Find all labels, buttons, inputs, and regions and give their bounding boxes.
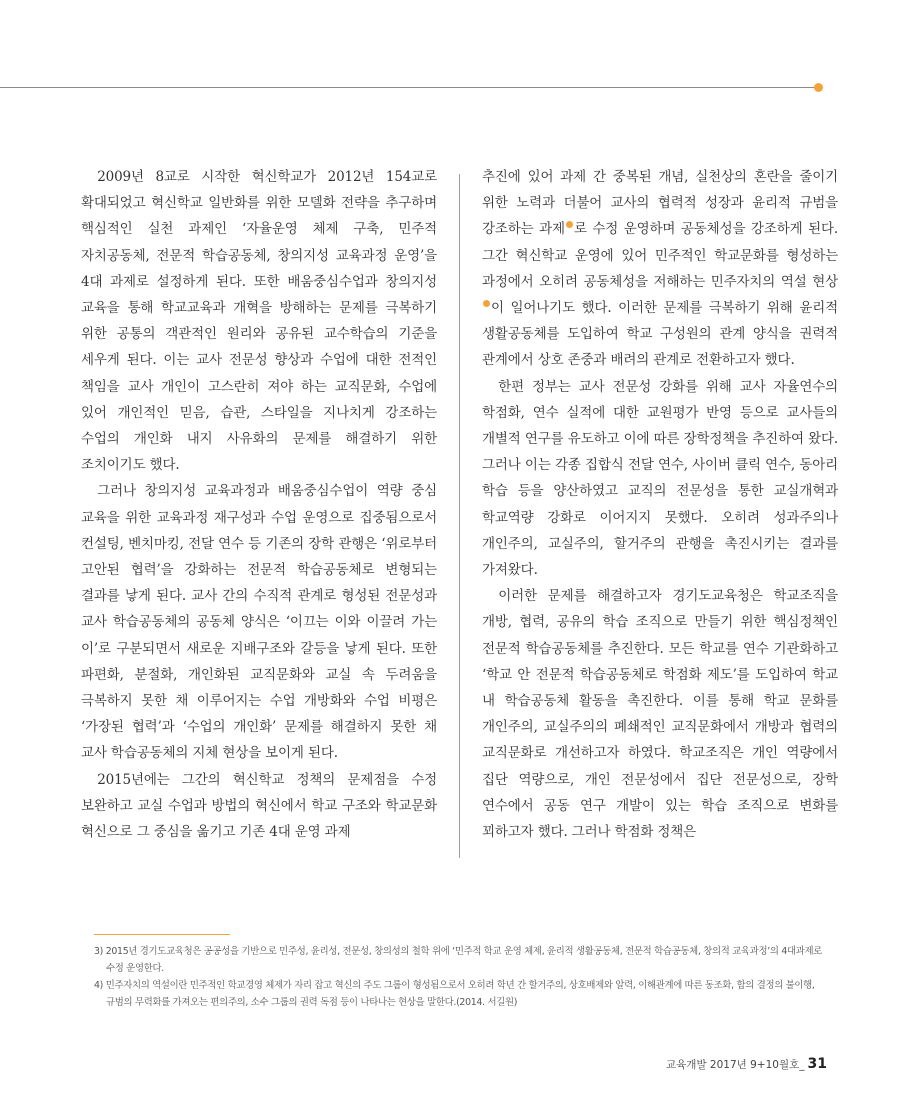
header-rule <box>0 87 817 88</box>
footnote-3: 3) 2015년 경기도교육청은 공공성을 기반으로 민주성, 윤리성, 전문성, 창의성의 철학 위에 ‘민주적 학교 운영 체제, 윤리적 생활공동체, 전문적 학습공동체, 창의적 교육과정’의 4대과제로 수정 운영한다. <box>94 946 823 974</box>
body-column-right <box>482 164 838 845</box>
publication-label: 교육개발 2017년 9+10월호_ <box>666 1059 805 1071</box>
text-run: 로 수정 운영하며 공동체성을 강조하게 된다. 그간 혁신학교 운영에 있어 민주적인 학교문화를 형성하는 과정에서 오히려 공동체성을 저해하는 민주자치의 역설 현상 <box>482 221 838 290</box>
footnotes <box>94 944 824 1012</box>
footnote-marker-icon <box>483 300 490 307</box>
column-divider <box>459 174 460 858</box>
page-number: 31 <box>807 1056 827 1072</box>
footnote-marker-icon <box>566 221 573 228</box>
paragraph: 이러한 문제를 해결하고자 경기도교육청은 학교조직을 개방, 협력, 공유의 학습 조직으로 만들기 위한 핵심정책인 전문적 학습공동체를 추진한다. 모든 학교를 연수 기관화하고 ‘학교 안 전문적 학습공동체로 학점화 제도’를 도입하여 학교 내 학습공동체 활동을 촉진한다. 이를 통해 학교 문화를 개인주의, 교실주의의 폐쇄적인 교직문화에서 개방과 협력의 교직문화로 개선하고자 하였다. 학교조직은 개인 역량에서 집단 역량으로, 개인 전문성에서 집단 전문성으로, 장학 연수에서 공동 연구 개발이 있는 학습 조직으로 변화를 꾀하고자 했다. 그러나 학점화 정책은 <box>482 588 838 841</box>
header-accent-dot <box>814 83 823 92</box>
page-footer <box>666 1056 827 1072</box>
paragraph-continued <box>482 164 838 374</box>
body-column-left <box>81 164 437 845</box>
paragraph: 그러나 창의지성 교육과정과 배움중심수업이 역량 중심 교육을 위한 교육과정 재구성과 수업 운영으로 집중됨으로서 컨설팅, 벤치마킹, 전달 연수 등 기존의 장학 관행은 ‘위로부터 고안된 협력’을 강화하는 전문적 학습공동체로 변형되는 결과를 낳게 된다. 교사 간의 수직적 관계로 형성된 전문성과 교사 학습공동체의 공동체 양식은 ‘이끄는 이와 이끌려 가는 이’로 구분되면서 새로운 지배구조와 갈등을 낳게 된다. 또한 파편화, 분절화, 개인화된 교직문화와 교실 속 두려움을 극복하지 못한 채 이루어지는 수업 개방화와 수업 비평은 ‘가장된 협력’과 ‘수업의 개인화’ 문제를 해결하지 못한 채 교사 학습공동체의 지체 현상을 보이게 된다. <box>81 483 437 762</box>
paragraph: 2015년에는 그간의 혁신학교 정책의 문제점을 수정 보완하고 교실 수업과 방법의 혁신에서 학교 구조와 학교문화 혁신으로 그 중심을 옮기고 기존 4대 운영 과제 <box>81 771 437 841</box>
text-run: 추진에 있어 과제 간 중복된 개념, 실천상의 혼란을 줄이기 위한 노력과 더불어 교사의 협력적 성장과 윤리적 규범을 강조하는 과제 <box>482 169 838 238</box>
footnote-4: 4) 민주자치의 역설이란 민주적인 학교경영 체제가 자리 잡고 혁신의 주도 그룹이 형성됨으로서 오히려 학년 간 할거주의, 상호배제와 알력, 이해관계에 따른 동조화, 합의 결정의 불이행, 규범의 무력화를 가져오는 편의주의, 소수 그룹의 권력 독점 등이 나타나는 현상을 말한다.(2014. 서길원) <box>94 980 815 1008</box>
footnote-rule <box>94 934 230 935</box>
paragraph: 한편 정부는 교사 전문성 강화를 위해 교사 자율연수의 학점화, 연수 실적에 대한 교원평가 반영 등으로 교사들의 개별적 연구를 유도하고 이에 따른 장학정책을 추진하여 왔다. 그러나 이는 각종 집합식 전달 연수, 사이버 클릭 연수, 동아리 학습 등을 양산하였고 교직의 전문성을 통한 교실개혁과 학교역량 강화로 이어지지 못했다. 오히려 성과주의나 개인주의, 교실주의, 할거주의 관행을 촉진시키는 결과를 가져왔다. <box>482 378 838 579</box>
paragraph: 2009년 8교로 시작한 혁신학교가 2012년 154교로 확대되었고 혁신학교 일반화를 위한 모델화 전략을 추구하며 핵심적인 실천 과제인 ‘자율운영 체제 구축, 민주적 자치공동체, 전문적 학습공동체, 창의지성 교육과정 운영’을 4대 과제로 설정하게 된다. 또한 배움중심수업과 창의지성 교육을 통해 학교교육과 개혁을 방해하는 문제를 극복하기 위한 공통의 객관적인 원리와 공유된 교수학습의 기준을 세우게 된다. 이는 교사 전문성 향상과 수업에 대한 전적인 책임을 교사 개인이 고스란히 져야 하는 교직문화, 수업에 있어 개인적인 믿음, 습관, 스타일을 지나치게 강조하는 수업의 개인화 내지 사유화의 문제를 해결하기 위한 조치이기도 했다. <box>81 169 437 474</box>
text-run: 이 일어나기도 했다. 이러한 문제를 극복하기 위해 윤리적 생활공동체를 도입하여 학교 구성원의 관계 양식을 권력적 관계에서 상호 존중과 배려의 관계로 전환하고자 했다. <box>482 300 838 369</box>
